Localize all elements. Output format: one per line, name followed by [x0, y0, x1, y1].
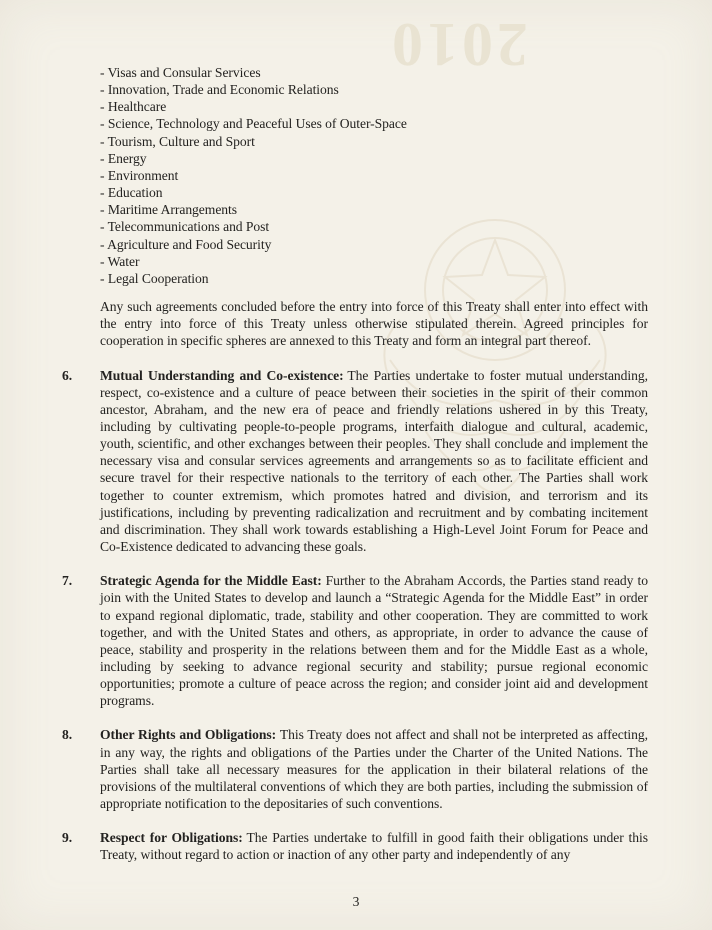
section-number: 6. [62, 367, 73, 383]
list-item: - Science, Technology and Peaceful Uses of Outer-Space [100, 116, 407, 132]
list-item: - Education [100, 185, 163, 201]
list-item: - Visas and Consular Services [100, 65, 261, 80]
list-item: - Maritime Arrangements [100, 202, 238, 218]
cooperation-areas-list [100, 64, 648, 287]
section-text [100, 367, 648, 556]
list-item: - Innovation, Trade and Economic Relations [100, 82, 339, 98]
section-text [100, 726, 648, 812]
section-heading: Other Rights and Obligations: [100, 727, 277, 743]
section-text [100, 829, 648, 863]
section-7-strategic-agenda [62, 572, 648, 709]
section-body: The Parties undertake to fulfill in good faith their obligations under this Treaty, without regard to action or inaction of any other party and independently of any [100, 830, 648, 863]
intro-paragraph: Any such agreements concluded before the entry into force of this Treaty shall enter into effect with the entry into force of this Treaty unless otherwise stipulated therein. Agreed principles for cooperation in specific spheres are annexed to this Treaty and form an integral part thereof. [100, 299, 648, 349]
list-item: - Healthcare [100, 99, 167, 115]
section-6-mutual-understanding [62, 367, 648, 556]
section-text [100, 572, 648, 709]
section-heading: Strategic Agenda for the Middle East: [100, 573, 322, 589]
section-9-respect-for-obligations [62, 829, 648, 863]
section-8-other-rights [62, 726, 648, 812]
list-item: - Agriculture and Food Security [100, 236, 272, 252]
list-item: - Telecommunications and Post [100, 219, 270, 235]
list-item: - Environment [100, 167, 179, 183]
list-item: - Legal Cooperation [100, 270, 209, 286]
section-heading: Respect for Obligations: [100, 830, 243, 846]
watermark-year-bleedthrough: 2010 [388, 10, 528, 78]
section-body: This Treaty does not affect and shall not be interpreted as affecting, in any way, the rights and obligations of the Parties under the Charter of the United Nations. The Parties shall take all necessary measures for the application in their bilateral relations of the provisions of the multilateral conventions of which they are both parties, including the submission of appropriate notification to the depositaries of such conventions. [100, 727, 648, 812]
section-body: Further to the Abraham Accords, the Parties stand ready to join with the United States to develop and launch a “Strategic Agenda for the Middle East” in order to expand regional diplomatic, trade, stability and other cooperation. They are committed to work together, and with the United States and others, as appropriate, in order to advance the cause of peace, stability and prosperity in the relations between them and for the Middle East as a whole, including by seeking to advance regional security and stability; pursue regional economic opportunities; promote a culture of peace across the region; and consider joint aid and development programs. [100, 573, 648, 709]
section-number: 7. [62, 573, 73, 589]
page-number: 3 [352, 894, 360, 909]
section-body: The Parties undertake to foster mutual understanding, respect, co-existence and a culture of peace between their societies in the spirit of their common ancestor, Abraham, and the new era of peace and friendly relations ushered in by this Treaty, including by cultivating people-to-people programs, interfaith dialogue and cultural, academic, youth, scientific, and other exchanges between their peoples. They shall conclude and implement the necessary visa and consular services agreements and arrangements so as to facilitate efficient and secure travel for their respective nationals to the territory of each other. The Parties shall work together to counter extremism, which promotes hatred and division, and terrorism and its justifications, including by preventing radicalization and recruitment and by combating incitement and discrimination. They shall work towards establishing a High-Level Joint Forum for Peace and Co-Existence dedicated to advancing these goals. [100, 367, 648, 555]
section-number: 8. [62, 727, 73, 743]
section-number: 9. [62, 830, 73, 846]
list-item: - Water [100, 253, 140, 269]
list-item: - Energy [100, 150, 147, 166]
document-content [62, 64, 648, 864]
section-heading: Mutual Understanding and Co-existence: [100, 367, 344, 383]
list-item: - Tourism, Culture and Sport [100, 133, 255, 149]
